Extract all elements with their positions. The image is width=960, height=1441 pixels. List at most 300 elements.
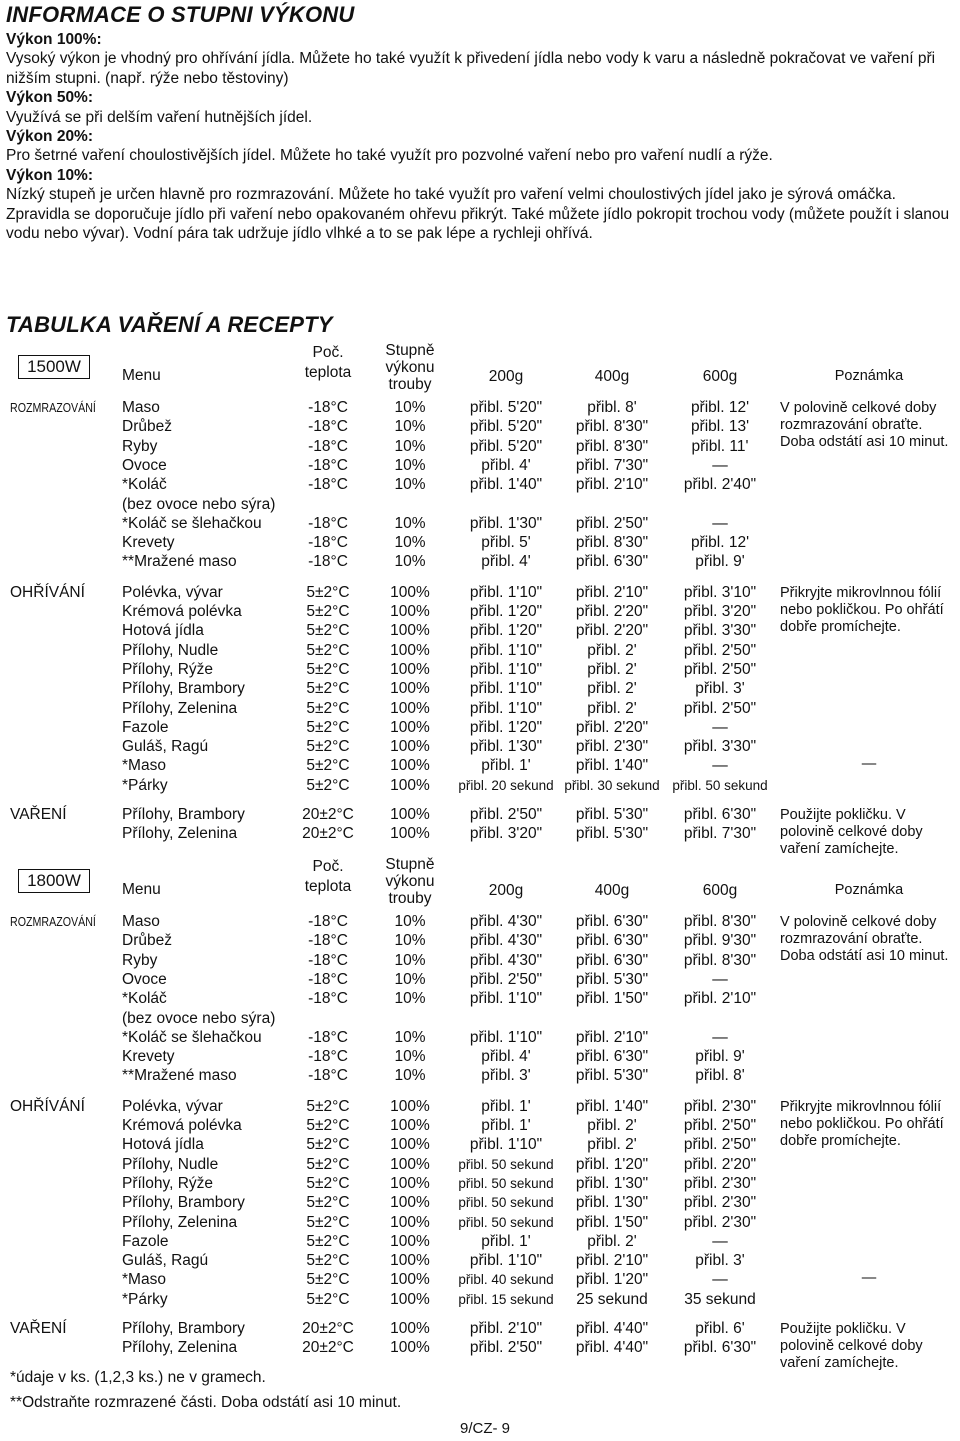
- start-temp: 5±2°C: [306, 1117, 350, 1134]
- power-10-head: Výkon 10%:: [6, 166, 94, 184]
- power-level: 10%: [394, 456, 426, 474]
- time-600g: —: [712, 970, 728, 988]
- time-400g: přibl. 30 sekund: [564, 777, 660, 793]
- power-100-text: Vysoký výkon je vhodný pro ohřívání jídla. Můžete ho také využít k přivedení jídla nebo vody k varu a následně pokračovat ve vaření při nižším stupni. (např. rýže nebo těstoviny): [6, 50, 936, 87]
- time-600g: 35 sekund: [684, 1290, 756, 1308]
- menu-item: *Párky: [122, 776, 168, 794]
- time-200g: přibl. 3'20": [469, 825, 543, 843]
- start-temp: -18°C: [308, 476, 348, 494]
- col-header-power-level: výkonu: [385, 873, 435, 890]
- time-600g: přibl. 9': [695, 1048, 745, 1066]
- start-temp: 5±2°C: [306, 1290, 350, 1308]
- start-temp: 5±2°C: [306, 660, 350, 678]
- time-400g: přibl. 1'50": [575, 990, 649, 1008]
- time-400g: přibl. 2': [587, 680, 637, 698]
- cooking-table-title: TABULKA VAŘENÍ A RECEPTY: [6, 312, 333, 337]
- start-temp: -18°C: [308, 514, 348, 532]
- power-level: 10%: [394, 990, 426, 1008]
- time-200g: přibl. 1'30": [469, 738, 543, 756]
- footnote-pieces: *údaje v ks. (1,2,3 ks.) ne v gramech.: [10, 1369, 266, 1386]
- menu-item: Drůbež: [122, 932, 172, 950]
- note-text: —: [861, 756, 877, 773]
- time-600g: —: [712, 456, 728, 474]
- menu-item: (bez ovoce nebo sýra): [122, 495, 276, 513]
- start-temp: 5±2°C: [306, 680, 350, 698]
- time-400g: přibl. 8'30": [575, 534, 649, 552]
- time-200g: přibl. 20 sekund: [458, 777, 554, 793]
- power-level: 100%: [390, 699, 430, 717]
- time-600g: přibl. 8': [695, 1067, 745, 1085]
- time-600g: —: [712, 757, 728, 775]
- col-header-power-level: výkonu: [385, 359, 435, 376]
- time-600g: přibl. 3': [695, 680, 745, 698]
- col-header-menu: Menu: [122, 881, 161, 898]
- start-temp: 5±2°C: [306, 641, 350, 659]
- time-400g: přibl. 6'30": [575, 932, 649, 950]
- time-400g: přibl. 1'20": [575, 1271, 649, 1289]
- note-text: Použijte pokličku. V polovině celkové doby vaření zamíchejte.: [780, 807, 923, 857]
- start-temp: 20±2°C: [302, 1320, 354, 1337]
- time-600g: přibl. 3'20": [683, 603, 757, 620]
- col-header-600g: 600g: [702, 882, 738, 899]
- time-600g: přibl. 9': [695, 553, 745, 571]
- power-level: 10%: [394, 437, 426, 455]
- power-level: 100%: [390, 1136, 430, 1154]
- start-temp: 5±2°C: [306, 1174, 350, 1192]
- category-label: ROZMRAZOVÁNÍ: [10, 400, 96, 415]
- time-600g: přibl. 9'30": [683, 932, 757, 950]
- time-600g: přibl. 12': [690, 399, 750, 416]
- time-200g: přibl. 1'10": [469, 680, 543, 698]
- time-400g: přibl. 6'30": [575, 951, 649, 969]
- time-400g: přibl. 2'50": [575, 514, 649, 532]
- power-level: 100%: [390, 757, 430, 775]
- menu-item: (bez ovoce nebo sýra): [122, 1009, 276, 1027]
- start-temp: -18°C: [308, 951, 348, 969]
- note-text: Použijte pokličku. V polovině celkové doby vaření zamíchejte.: [780, 1321, 923, 1371]
- start-temp: 5±2°C: [306, 1136, 350, 1154]
- power-level: 10%: [394, 514, 426, 532]
- power-100-head: Výkon 100%:: [6, 31, 102, 48]
- time-600g: přibl. 2'30": [683, 1194, 757, 1212]
- time-400g: přibl. 5'30": [575, 1067, 649, 1085]
- time-200g: přibl. 50 sekund: [458, 1195, 554, 1211]
- time-200g: přibl. 1': [481, 1232, 531, 1250]
- category-label: VAŘENÍ: [10, 1320, 67, 1337]
- power-level: 100%: [390, 1194, 430, 1212]
- menu-item: Fazole: [122, 718, 169, 736]
- time-200g: přibl. 5'20": [469, 399, 543, 416]
- power-rating-box: 1500W: [18, 355, 90, 379]
- col-header-400g: 400g: [594, 882, 630, 899]
- start-temp: 20±2°C: [302, 806, 354, 823]
- power-20-head: Výkon 20%:: [6, 128, 94, 146]
- time-200g: přibl. 5'20": [469, 418, 543, 436]
- time-200g: přibl. 4': [481, 456, 531, 474]
- start-temp: 5±2°C: [306, 583, 350, 601]
- time-200g: přibl. 4': [481, 1048, 531, 1066]
- menu-item: Fazole: [122, 1232, 169, 1250]
- power-level: 100%: [390, 718, 430, 736]
- start-temp: -18°C: [308, 1067, 348, 1085]
- time-400g: přibl. 2'10": [575, 1252, 649, 1270]
- menu-item: *Koláč: [122, 990, 167, 1008]
- time-200g: přibl. 40 sekund: [458, 1272, 554, 1288]
- power-level: 10%: [394, 913, 426, 930]
- power-level: 100%: [390, 603, 430, 620]
- time-200g: přibl. 1'10": [469, 1028, 543, 1046]
- time-200g: přibl. 15 sekund: [458, 1291, 554, 1307]
- time-400g: přibl. 2'20": [575, 622, 649, 640]
- time-200g: přibl. 1': [481, 1117, 531, 1134]
- time-400g: přibl. 5'30": [575, 806, 649, 823]
- power-20-text: Pro šetrné vaření choulostivějších jídel. Můžete ho také využít pro pozvolné vaření nebo pro vaření nudlí a rýže.: [6, 147, 773, 165]
- time-400g: přibl. 8'30": [575, 418, 649, 436]
- time-200g: přibl. 2'10": [469, 1320, 543, 1337]
- menu-item: Přílohy, Brambory: [122, 1194, 245, 1212]
- power-info-text: [6, 30, 954, 243]
- time-600g: přibl. 2'50": [683, 660, 757, 678]
- power-level: 10%: [394, 534, 426, 552]
- start-temp: 5±2°C: [306, 757, 350, 775]
- col-header-temp: Poč.: [312, 344, 344, 361]
- time-200g: přibl. 2'50": [469, 970, 543, 988]
- power-rating-box: 1800W: [18, 869, 90, 893]
- time-200g: přibl. 4'30": [469, 913, 543, 930]
- time-200g: přibl. 1'10": [469, 583, 543, 601]
- note-text: Přikryjte mikrovlnnou fólií nebo pokličkou. Po ohřátí dobře promíchejte.: [780, 1098, 944, 1149]
- note-text: Přikryjte mikrovlnnou fólií nebo pokličkou. Po ohřátí dobře promíchejte.: [780, 584, 944, 635]
- time-400g: přibl. 1'30": [575, 1194, 649, 1212]
- menu-item: Přílohy, Brambory: [122, 680, 245, 698]
- start-temp: -18°C: [308, 437, 348, 455]
- time-200g: přibl. 2'50": [469, 806, 543, 823]
- time-600g: přibl. 2'50": [683, 699, 757, 717]
- start-temp: 5±2°C: [306, 1252, 350, 1270]
- col-header-note: Poznámka: [834, 882, 904, 898]
- time-200g: přibl. 5': [481, 534, 531, 552]
- time-400g: přibl. 2': [587, 1117, 637, 1134]
- power-10-text: Nízký stupeň je určen hlavně pro rozmrazování. Můžete ho také využít pro vaření velmi choulostivých jídel jako je sýrová omáčka.: [6, 186, 896, 204]
- time-400g: přibl. 8': [587, 399, 637, 416]
- power-level: 100%: [390, 1155, 430, 1173]
- power-level: 10%: [394, 399, 426, 416]
- menu-item: Krémová polévka: [122, 1117, 242, 1134]
- start-temp: -18°C: [308, 534, 348, 552]
- power-level: 100%: [390, 825, 430, 843]
- time-400g: přibl. 2': [587, 641, 637, 659]
- time-400g: přibl. 1'40": [575, 757, 649, 775]
- time-600g: přibl. 2'30": [683, 1213, 757, 1231]
- start-temp: 5±2°C: [306, 718, 350, 736]
- col-header-temp: Poč.: [312, 858, 344, 875]
- menu-item: Ovoce: [122, 970, 167, 988]
- start-temp: 20±2°C: [302, 825, 354, 843]
- start-temp: -18°C: [308, 1028, 348, 1046]
- start-temp: -18°C: [308, 970, 348, 988]
- time-400g: přibl. 6'30": [575, 553, 649, 571]
- time-600g: přibl. 6': [695, 1320, 745, 1337]
- time-600g: přibl. 13': [690, 418, 750, 436]
- menu-item: **Mražené maso: [122, 553, 237, 571]
- start-temp: -18°C: [308, 418, 348, 436]
- col-header-600g: 600g: [702, 368, 738, 385]
- category-label: OHŘÍVÁNÍ: [10, 583, 85, 601]
- start-temp: -18°C: [308, 1048, 348, 1066]
- time-600g: přibl. 8'30": [683, 913, 757, 930]
- menu-item: Polévka, vývar: [122, 1097, 223, 1115]
- time-200g: přibl. 50 sekund: [458, 1175, 554, 1191]
- col-header-200g: 200g: [488, 882, 524, 899]
- time-600g: přibl. 2'20": [683, 1155, 757, 1173]
- time-400g: přibl. 5'30": [575, 825, 649, 843]
- time-600g: —: [712, 514, 728, 532]
- time-400g: přibl. 2'10": [575, 476, 649, 494]
- power-level: 100%: [390, 1271, 430, 1289]
- col-header-power-level: Stupně: [385, 342, 435, 359]
- time-400g: přibl. 8'30": [575, 437, 649, 455]
- power-level: 100%: [390, 641, 430, 659]
- time-600g: přibl. 2'10": [683, 990, 757, 1008]
- time-400g: přibl. 1'40": [575, 1097, 649, 1115]
- time-600g: přibl. 2'40": [683, 476, 757, 494]
- power-level: 10%: [394, 1067, 426, 1085]
- power-level: 100%: [390, 1174, 430, 1192]
- menu-item: Ovoce: [122, 456, 167, 474]
- time-400g: přibl. 4'40": [575, 1339, 649, 1357]
- start-temp: 5±2°C: [306, 1097, 350, 1115]
- col-header-power-level: trouby: [388, 376, 432, 393]
- power-level: 100%: [390, 583, 430, 601]
- start-temp: 5±2°C: [306, 1271, 350, 1289]
- power-level: 100%: [390, 1117, 430, 1134]
- menu-item: Přílohy, Nudle: [122, 641, 219, 659]
- time-200g: přibl. 50 sekund: [458, 1156, 554, 1172]
- time-600g: —: [712, 1232, 728, 1250]
- time-400g: přibl. 2': [587, 1136, 637, 1154]
- menu-item: *Koláč se šlehačkou: [122, 514, 262, 532]
- power-level: 10%: [394, 476, 426, 494]
- col-header-power-level: Stupně: [385, 856, 435, 873]
- time-400g: přibl. 6'30": [575, 913, 649, 930]
- time-200g: přibl. 1'10": [469, 660, 543, 678]
- menu-item: Hotová jídla: [122, 1136, 204, 1154]
- power-level: 10%: [394, 932, 426, 950]
- start-temp: 20±2°C: [302, 1339, 354, 1357]
- start-temp: -18°C: [308, 456, 348, 474]
- power-level: 100%: [390, 1213, 430, 1231]
- power-level: 100%: [390, 1320, 430, 1337]
- time-200g: přibl. 1'10": [469, 699, 543, 717]
- time-400g: přibl. 2'10": [575, 583, 649, 601]
- power-level: 10%: [394, 951, 426, 969]
- time-400g: přibl. 6'30": [575, 1048, 649, 1066]
- category-label: OHŘÍVÁNÍ: [10, 1097, 85, 1115]
- time-400g: přibl. 2'30": [575, 738, 649, 756]
- category-label: VAŘENÍ: [10, 806, 67, 823]
- time-400g: přibl. 1'20": [575, 1155, 649, 1173]
- time-400g: přibl. 5'30": [575, 970, 649, 988]
- power-level: 100%: [390, 738, 430, 756]
- time-400g: 25 sekund: [576, 1290, 648, 1308]
- time-200g: přibl. 4'30": [469, 932, 543, 950]
- time-600g: přibl. 11': [691, 437, 749, 455]
- col-header-200g: 200g: [488, 368, 524, 385]
- power-level: 100%: [390, 1252, 430, 1270]
- time-200g: přibl. 50 sekund: [458, 1214, 554, 1230]
- time-400g: přibl. 2'20": [575, 718, 649, 736]
- start-temp: 5±2°C: [306, 776, 350, 794]
- menu-item: Krevety: [122, 534, 175, 552]
- time-600g: přibl. 3': [695, 1252, 745, 1270]
- menu-item: Ryby: [122, 437, 158, 455]
- start-temp: 5±2°C: [306, 1194, 350, 1212]
- menu-item: *Maso: [122, 1271, 166, 1289]
- start-temp: -18°C: [308, 399, 348, 416]
- menu-item: Drůbež: [122, 418, 172, 436]
- time-600g: přibl. 2'50": [683, 641, 757, 659]
- menu-item: Krémová polévka: [122, 603, 242, 620]
- power-level: 100%: [390, 622, 430, 640]
- menu-item: *Maso: [122, 757, 166, 775]
- power-level: 100%: [390, 660, 430, 678]
- note-text: V polovině celkové doby rozmrazování obraťte. Doba odstátí asi 10 minut.: [780, 400, 949, 450]
- time-200g: přibl. 3': [481, 1067, 531, 1085]
- time-200g: přibl. 1'40": [469, 476, 543, 494]
- power-level: 10%: [394, 553, 426, 571]
- menu-item: Přílohy, Rýže: [122, 660, 214, 678]
- time-400g: přibl. 2': [587, 699, 637, 717]
- time-200g: přibl. 5'20": [469, 437, 543, 455]
- time-400g: přibl. 4'40": [575, 1320, 649, 1337]
- power-50-head: Výkon 50%:: [6, 89, 94, 107]
- time-600g: přibl. 2'30": [683, 1174, 757, 1192]
- menu-item: Přílohy, Zelenina: [122, 699, 238, 717]
- time-200g: přibl. 1'20": [469, 603, 543, 620]
- time-400g: přibl. 1'30": [575, 1174, 649, 1192]
- time-600g: přibl. 2'30": [683, 1097, 757, 1115]
- start-temp: 5±2°C: [306, 1155, 350, 1173]
- menu-item: Přílohy, Zelenina: [122, 1339, 238, 1357]
- time-200g: přibl. 1'20": [469, 718, 543, 736]
- start-temp: 5±2°C: [306, 603, 350, 620]
- menu-item: **Mražené maso: [122, 1067, 237, 1085]
- start-temp: 5±2°C: [306, 738, 350, 756]
- time-200g: přibl. 1'20": [469, 622, 543, 640]
- time-200g: přibl. 1'10": [469, 990, 543, 1008]
- col-header-power-level: trouby: [388, 890, 432, 907]
- time-600g: přibl. 7'30": [683, 825, 757, 843]
- start-temp: -18°C: [308, 913, 348, 930]
- start-temp: 5±2°C: [306, 622, 350, 640]
- menu-item: *Koláč: [122, 476, 167, 494]
- time-200g: přibl. 1'10": [469, 1252, 543, 1270]
- time-600g: přibl. 3'30": [683, 622, 757, 640]
- time-400g: přibl. 7'30": [575, 456, 649, 474]
- menu-item: Přílohy, Nudle: [122, 1155, 219, 1173]
- menu-item: *Párky: [122, 1290, 168, 1308]
- category-label: ROZMRAZOVÁNÍ: [10, 914, 96, 929]
- power-level: 10%: [394, 970, 426, 988]
- menu-item: Maso: [122, 913, 160, 930]
- note-text: V polovině celkové doby rozmrazování obraťte. Doba odstátí asi 10 minut.: [780, 914, 949, 964]
- time-600g: přibl. 50 sekund: [672, 777, 768, 793]
- time-600g: přibl. 8'30": [683, 951, 757, 969]
- col-header-menu: Menu: [122, 367, 161, 384]
- power-level: 100%: [390, 806, 430, 823]
- menu-item: Ryby: [122, 951, 158, 969]
- col-header-note: Poznámka: [834, 368, 904, 384]
- col-header-400g: 400g: [594, 368, 630, 385]
- time-200g: přibl. 1'30": [469, 514, 543, 532]
- power-closing-text: Zpravidla se doporučuje jídlo při vaření nebo opakovaném ohřevu přikrýt. Také můžete jídlo pokropit trochou vody (můžete použít i slanou vodu nebo vývar). Vodní pára tak udržuje jídlo vlhké a to se pak lépe a rychleji ohřívá.: [6, 205, 950, 243]
- time-200g: přibl. 4': [481, 553, 531, 571]
- start-temp: 5±2°C: [306, 699, 350, 717]
- time-200g: přibl. 2'50": [469, 1339, 543, 1357]
- power-level: 10%: [394, 1048, 426, 1066]
- start-temp: -18°C: [308, 932, 348, 950]
- start-temp: -18°C: [308, 990, 348, 1008]
- col-header-temp: teplota: [304, 878, 352, 895]
- menu-item: Přílohy, Zelenina: [122, 1213, 238, 1231]
- time-600g: přibl. 2'50": [683, 1117, 757, 1134]
- power-level: 100%: [390, 680, 430, 698]
- menu-item: Přílohy, Brambory: [122, 806, 245, 823]
- menu-item: Polévka, vývar: [122, 583, 223, 601]
- power-level: 10%: [394, 418, 426, 436]
- time-600g: přibl. 2'50": [683, 1136, 757, 1154]
- power-level: 10%: [394, 1028, 426, 1046]
- menu-item: Krevety: [122, 1048, 175, 1066]
- col-header-temp: teplota: [304, 364, 352, 381]
- menu-item: *Koláč se šlehačkou: [122, 1028, 262, 1046]
- power-level: 100%: [390, 1290, 430, 1308]
- menu-item: Guláš, Ragú: [122, 1252, 209, 1270]
- start-temp: -18°C: [308, 553, 348, 571]
- time-400g: přibl. 2'20": [575, 603, 649, 620]
- power-level: 100%: [390, 776, 430, 794]
- time-600g: —: [712, 718, 728, 736]
- time-200g: přibl. 1'10": [469, 641, 543, 659]
- page-number: 9/CZ- 9: [460, 1420, 511, 1437]
- time-600g: přibl. 6'30": [683, 1339, 757, 1357]
- power-50-text: Využívá se při delším vaření hutnějších jídel.: [6, 108, 313, 126]
- time-600g: —: [712, 1271, 728, 1289]
- time-200g: přibl. 1': [481, 757, 531, 775]
- menu-item: Přílohy, Rýže: [122, 1174, 214, 1192]
- start-temp: 5±2°C: [306, 1213, 350, 1231]
- menu-item: Hotová jídla: [122, 622, 204, 640]
- time-400g: přibl. 1'50": [575, 1213, 649, 1231]
- time-400g: přibl. 2': [587, 660, 637, 678]
- time-200g: přibl. 1'10": [469, 1136, 543, 1154]
- note-text: —: [861, 1270, 877, 1287]
- power-level: 100%: [390, 1232, 430, 1250]
- power-level: 100%: [390, 1339, 430, 1357]
- start-temp: 5±2°C: [306, 1232, 350, 1250]
- menu-item: Maso: [122, 399, 160, 416]
- footnote-frozen-meat: **Odstraňte rozmrazené části. Doba odstátí asi 10 minut.: [10, 1394, 402, 1411]
- power-info-title: INFORMACE O STUPNI VÝKONU: [6, 2, 355, 27]
- menu-item: Přílohy, Brambory: [122, 1320, 245, 1337]
- time-200g: přibl. 1': [481, 1097, 531, 1115]
- time-600g: —: [712, 1028, 728, 1046]
- time-600g: přibl. 6'30": [683, 806, 757, 823]
- time-600g: přibl. 3'30": [683, 738, 757, 756]
- time-600g: přibl. 3'10": [683, 583, 757, 601]
- menu-item: Přílohy, Zelenina: [122, 825, 238, 843]
- time-400g: přibl. 2': [587, 1232, 637, 1250]
